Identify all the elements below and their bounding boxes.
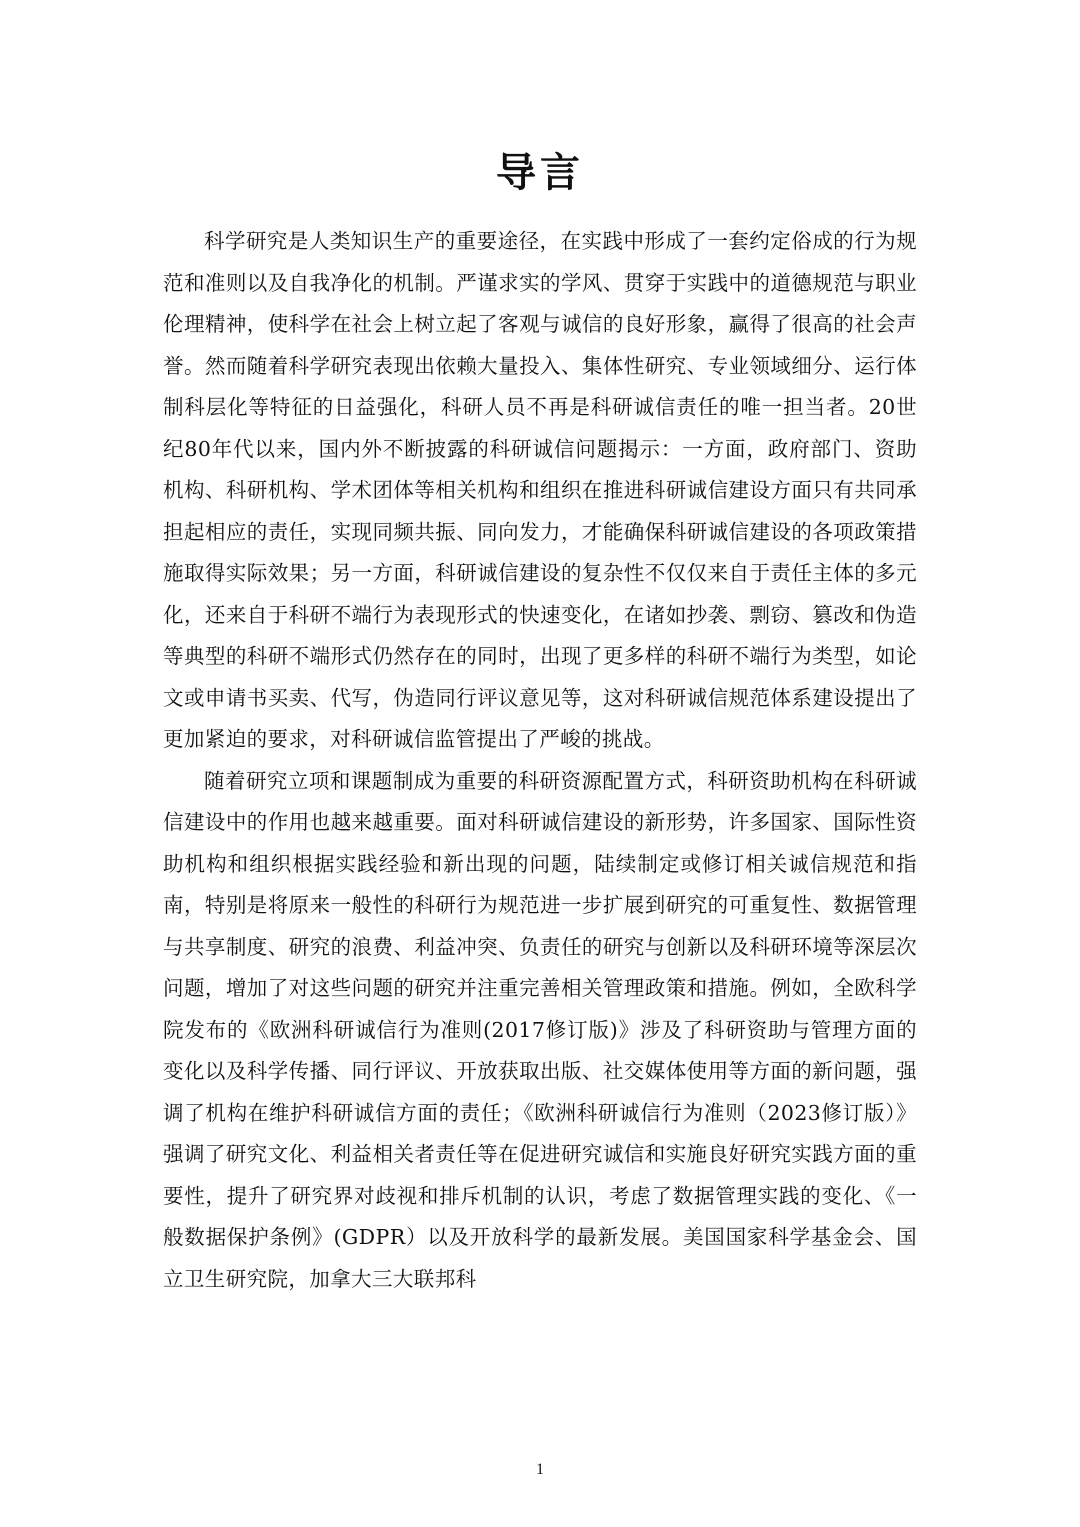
paragraph-1: 科学研究是人类知识生产的重要途径，在实践中形成了一套约定俗成的行为规范和准则以及自我净化的机制。严谨求实的学风、贯穿于实践中的道德规范与职业伦理精神，使科学在社会上树立起了客观与诚信的良好形象，赢得了很高的社会声誉。然而随着科学研究表现出依赖大量投入、集体性研究、专业领域细分、运行体制科层化等特征的日益强化，科研人员不再是科研诚信责任的唯一担当者。20世纪80年代以来，国内外不断披露的科研诚信问题揭示：一方面，政府部门、资助机构、科研机构、学术团体等相关机构和组织在推进科研诚信建设方面只有共同承担起相应的责任，实现同频共振、同向发力，才能确保科研诚信建设的各项政策措施取得实际效果；另一方面，科研诚信建设的复杂性不仅仅来自于责任主体的多元化，还来自于科研不端行为表现形式的快速变化，在诸如抄袭、剽窃、篡改和伪造等典型的科研不端形式仍然存在的同时，出现了更多样的科研不端行为类型，如论文或申请书买卖、代写，伪造同行评议意见等，这对科研诚信规范体系建设提出了更加紧迫的要求，对科研诚信监管提出了严峻的挑战。 [163, 229, 917, 751]
page-title: 导言 [496, 150, 584, 196]
page-number: 1 [536, 1461, 544, 1478]
paragraph-2: 随着研究立项和课题制成为重要的科研资源配置方式，科研资助机构在科研诚信建设中的作用也越来越重要。面对科研诚信建设的新形势，许多国家、国际性资助机构和组织根据实践经验和新出现的问题，陆续制定或修订相关诚信规范和指南，特别是将原来一般性的科研行为规范进一步扩展到研究的可重复性、数据管理与共享制度、研究的浪费、利益冲突、负责任的研究与创新以及科研环境等深层次问题，增加了对这些问题的研究并注重完善相关管理政策和措施。例如，全欧科学院发布的《欧洲科研诚信行为准则(2017修订版)》涉及了科研资助与管理方面的变化以及科学传播、同行评议、开放获取出版、社交媒体使用等方面的新问题，强调了机构在维护科研诚信方面的责任；《欧洲科研诚信行为准则（2023修订版）》强调了研究文化、利益相关者责任等在促进研究诚信和实施良好研究实践方面的重要性，提升了研究界对歧视和排斥机制的认识，考虑了数据管理实践的变化、《一般数据保护条例》(GDPR）以及开放科学的最新发展。美国国家科学基金会、国立卫生研究院，加拿大三大联邦科 [163, 768, 917, 1291]
body-text [163, 221, 917, 1300]
